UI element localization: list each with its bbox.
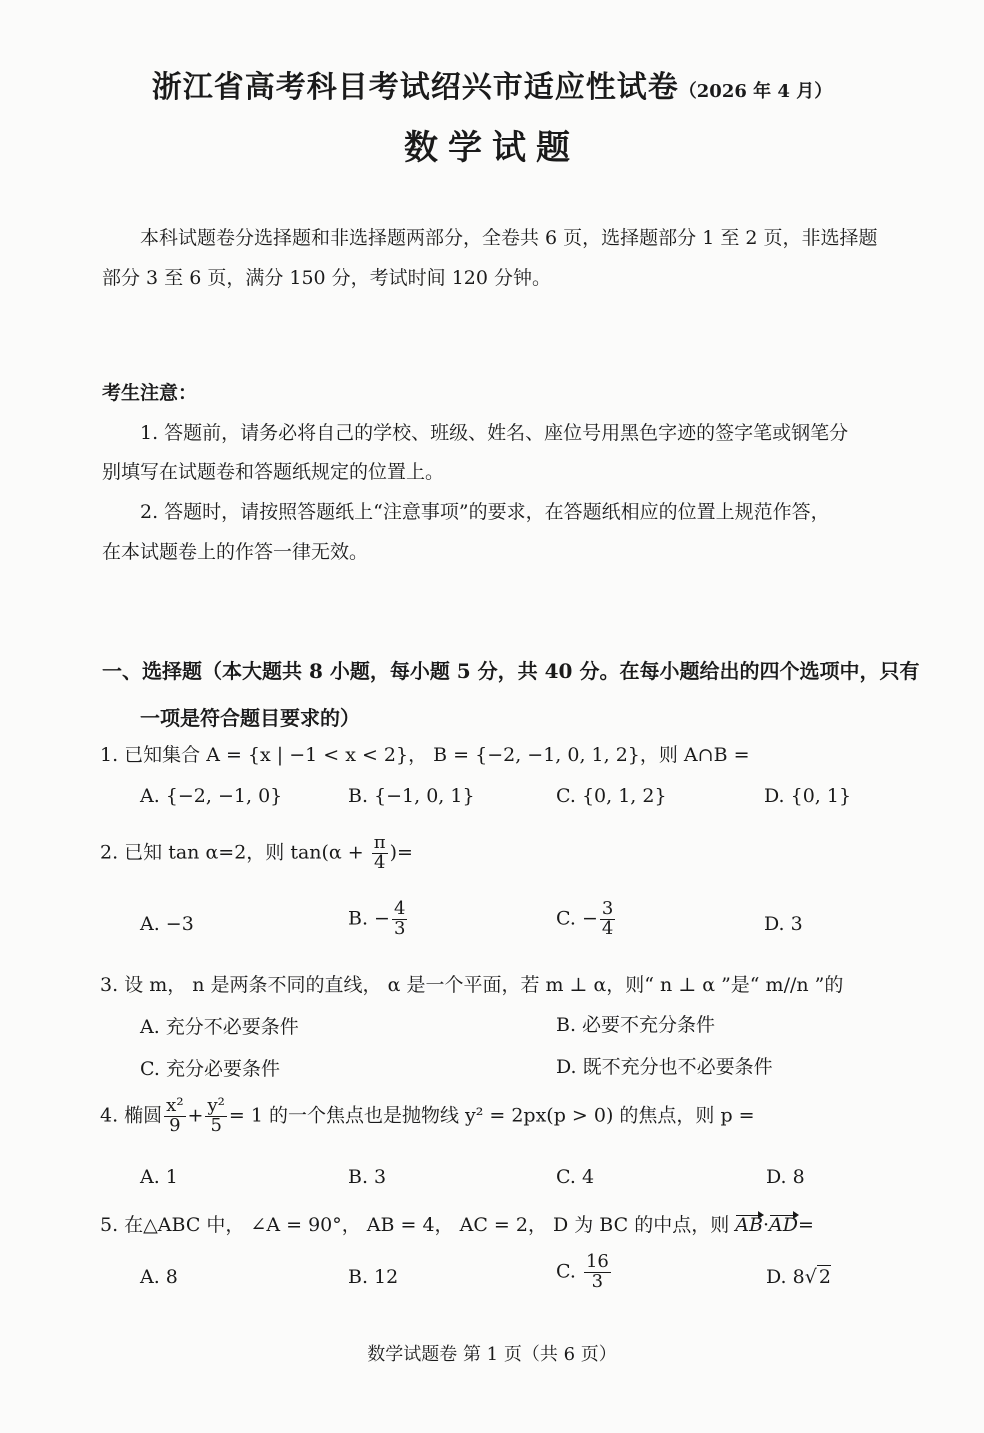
q4-fraction-x-den: 9 [169,1114,181,1136]
q5-equals: = [797,1214,814,1236]
q4-stem [100,1097,755,1136]
q2-fraction-den: 4 [373,851,386,873]
q4-option-b: B. 3 [348,1166,387,1188]
q1-option-b: B. {−1, 0, 1} [348,785,475,807]
q5-option-c-den: 3 [591,1270,604,1292]
q2-option-b-num: 4 [393,898,406,919]
intro-line-2: 部分 3 至 6 页，满分 150 分，考试时间 120 分钟。 [102,267,552,289]
q4-plus: + [187,1104,204,1127]
q2-option-c-fraction [600,900,615,939]
q4-fraction-x-num: x² [166,1095,184,1116]
q5-vector-ab: AB [735,1214,763,1236]
q3-option-b: B. 必要不充分条件 [556,1014,716,1036]
q3-option-a: A. 充分不必要条件 [140,1016,299,1038]
q5-option-c-label: C. [556,1260,576,1283]
q2-stem-prefix: 2. 已知 tan α=2，则 tan(α + [100,841,370,864]
q4-fraction-x [164,1097,185,1136]
q4-option-a: A. 1 [140,1166,178,1188]
q2-option-c [556,900,617,939]
q2-option-b-fraction [392,900,407,939]
q5-option-c [556,1253,613,1292]
notice-item-1-line-2: 别填写在试题卷和答题纸规定的位置上。 [102,461,445,483]
q2-fraction [372,834,388,873]
notice-item-2-line-1: 2. 答题时，请按照答题纸上“注意事项”的要求，在答题纸相应的位置上规范作答， [140,501,830,523]
q1-stem: 1. 已知集合 A = {x | −1 < x < 2}， B = {−2, −1, 0, 1, 2}，则 A∩B = [100,744,750,766]
section-heading-line-2: 一项是符合题目要求的） [140,706,360,730]
q3-option-c: C. 充分必要条件 [140,1058,280,1080]
q5-option-d-radicand: 2 [818,1266,831,1288]
q5-dot: · [762,1214,769,1236]
q4-fraction-y [205,1097,226,1136]
q2-option-d: D. 3 [764,913,803,935]
q3-stem: 3. 设 m， n 是两条不同的直线， α 是一个平面，若 m ⊥ α，则“ n ⊥ α ”是“ m//n ”的 [100,974,844,996]
notice-item-2-line-2: 在本试题卷上的作答一律无效。 [102,541,369,563]
exam-title [0,62,984,106]
q1-option-c: C. {0, 1, 2} [556,785,667,807]
q5-option-d-label: D. 8 [766,1266,805,1288]
q4-option-c: C. 4 [556,1166,595,1188]
sqrt-icon: √ [804,1266,817,1288]
q5-stem [100,1210,814,1237]
q4-stem-prefix: 4. 椭圆 [100,1104,163,1127]
q2-option-c-den: 4 [601,917,614,939]
exam-subtitle: 数学试题 [404,128,580,168]
section-heading-line-1: 一、选择题（本大题共 8 小题，每小题 5 分，共 40 分。在每小题给出的四个选项中，只有 [102,659,920,683]
q2-option-a: A. −3 [140,913,194,935]
q2-fraction-num: π [373,832,386,853]
q2-option-c-num: 3 [601,898,614,919]
q4-stem-suffix: = 1 的一个焦点也是抛物线 y² = 2px(p > 0) 的焦点，则 p = [228,1104,755,1127]
q2-option-c-label: C. − [556,907,598,930]
exam-date: （2026 年 4 月） [678,81,833,102]
exam-title-text: 浙江省高考科目考试绍兴市适应性试卷 [151,70,679,105]
q2-option-b [348,900,409,939]
q3-option-d: D. 既不充分也不必要条件 [556,1056,773,1078]
q4-fraction-y-num: y² [207,1095,225,1116]
q4-option-d: D. 8 [766,1166,805,1188]
q2-stem-suffix: )= [389,841,413,864]
q2-option-b-den: 3 [393,917,406,939]
q5-option-a: A. 8 [140,1266,178,1288]
intro-line-1: 本科试题卷分选择题和非选择题两部分，全卷共 6 页，选择题部分 1 至 2 页，非选择题 [140,227,878,249]
q2-option-b-label: B. − [348,907,390,930]
q5-option-b: B. 12 [348,1266,399,1288]
page-footer: 数学试题卷 第 1 页（共 6 页） [367,1344,617,1365]
q1-option-a: A. {−2, −1, 0} [140,785,283,807]
q5-vector-ad: AD [768,1214,798,1236]
q5-option-c-fraction [584,1253,611,1292]
notice-heading: 考生注意： [102,382,198,404]
q5-option-c-num: 16 [585,1251,609,1272]
q5-option-d [766,1266,831,1288]
q5-stem-text: 5. 在△ABC 中， ∠A = 90°， AB = 4， AC = 2， D 为 BC 的中点，则 [100,1214,730,1236]
q1-option-d: D. {0, 1} [764,785,852,807]
q2-stem [100,834,413,873]
q4-fraction-y-den: 5 [210,1114,222,1136]
notice-item-1-line-1: 1. 答题前，请务必将自己的学校、班级、姓名、座位号用黑色字迹的签字笔或钢笔分 [140,422,849,444]
